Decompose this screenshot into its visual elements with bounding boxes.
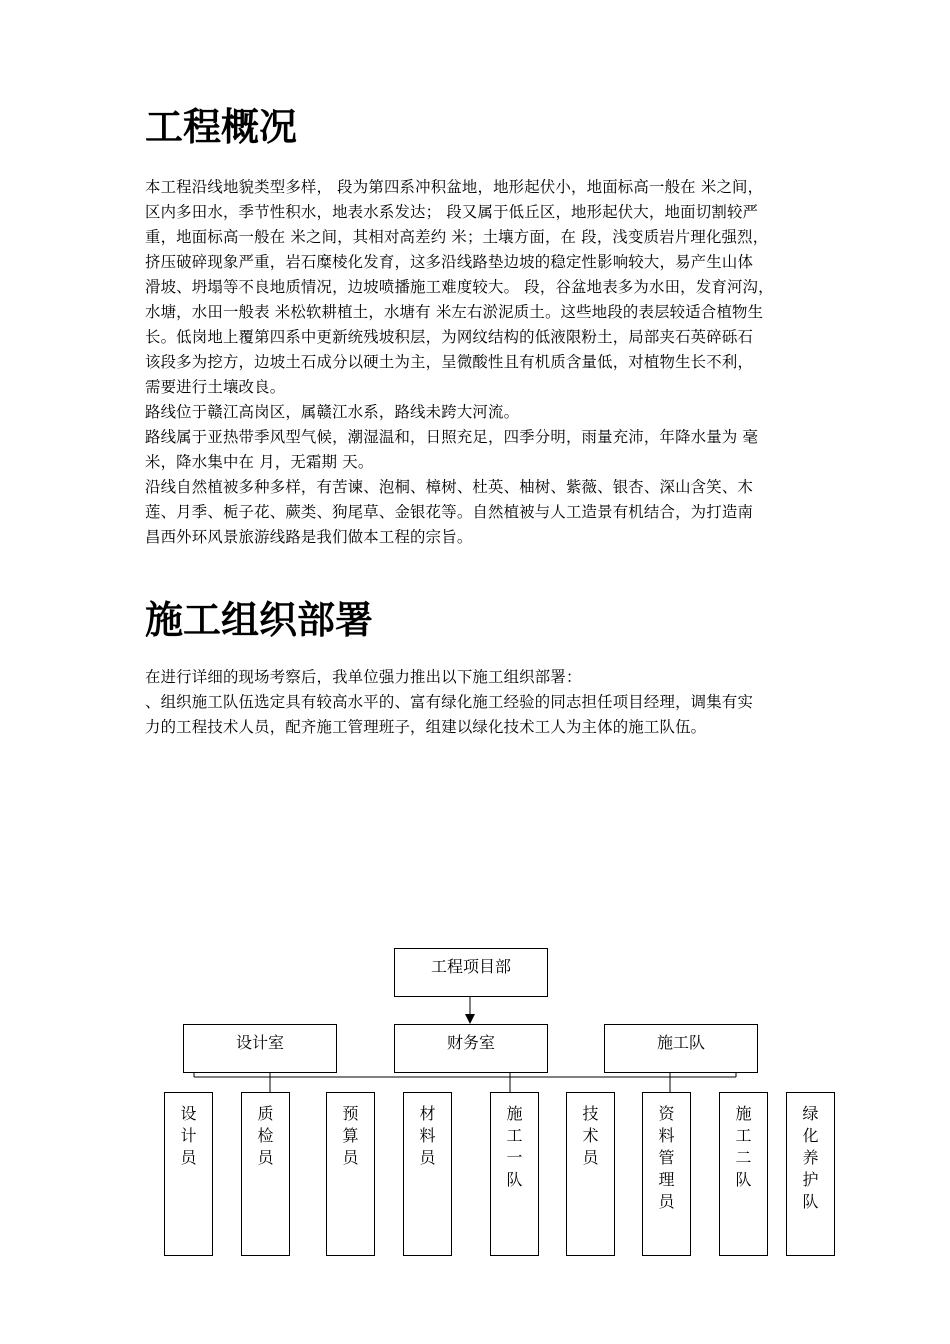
org-bottom-box <box>642 1092 691 1256</box>
org-bottom-label: 材料员 <box>419 1104 436 1167</box>
text-line: 在进行详细的现场考察后，我单位强力推出以下施工组织部署： <box>145 668 582 686</box>
org-middle-box: 施工队 <box>604 1024 758 1073</box>
org-bottom-box <box>490 1092 539 1256</box>
org-bottom-label: 预算员 <box>342 1104 359 1167</box>
org-top-box: 工程项目部 <box>394 948 548 997</box>
org-middle-box: 财务室 <box>394 1024 548 1073</box>
org-bottom-label: 质检员 <box>257 1104 274 1167</box>
text-line: 路线位于赣江高岗区，属赣江水系，路线未跨大河流。 <box>145 403 520 421</box>
text-line: 路线属于亚热带季风型气候，潮湿温和，日照充足，四季分明，雨量充沛，年降水量为 毫 <box>145 428 759 446</box>
text-line: 该段多为挖方，边坡土石成分以硬土为主，呈微酸性且有机质含量低，对植物生长不利， <box>145 353 754 371</box>
text-line: 长。低岗地上覆第四系中更新统残坡积层，为网纹结构的低液限粉土，局部夹石英碎砾石 <box>145 328 754 346</box>
arrow-head <box>465 1014 475 1024</box>
construction-organization-text <box>145 665 817 740</box>
org-bottom-box <box>403 1092 452 1256</box>
text-line: 重，地面标高一般在 米之间，其相对高差约 米；土壤方面，在 段，浅变质岩片理化强烈， <box>145 228 769 246</box>
org-bottom-label: 设计员 <box>180 1104 197 1167</box>
text-line: 需要进行土壤改良。 <box>145 378 286 396</box>
org-bottom-box <box>566 1092 615 1256</box>
org-bottom-box <box>719 1092 768 1256</box>
org-bottom-label: 绿化养护队 <box>802 1104 819 1211</box>
section-title-project-overview: 工程概况 <box>145 105 298 149</box>
org-bottom-box <box>786 1092 835 1256</box>
text-line: 本工程沿线地貌类型多样， 段为第四系冲积盆地，地形起伏小，地面标高一般在 米之间， <box>145 178 764 196</box>
text-line: 沿线自然植被多种多样，有苦谏、泡桐、樟树、杜英、柚树、紫薇、银杏、深山含笑、木 <box>145 478 754 496</box>
org-bottom-label: 施工二队 <box>735 1104 752 1189</box>
org-bottom-label: 技术员 <box>582 1104 599 1167</box>
text-line: 挤压破碎现象严重，岩石糜棱化发育，这多沿线路垫边坡的稳定性影响较大，易产生山体 <box>145 253 754 271</box>
org-bottom-box <box>326 1092 375 1256</box>
org-middle-box: 设计室 <box>183 1024 337 1073</box>
org-bottom-label: 施工一队 <box>506 1104 523 1189</box>
text-line: 水塘，水田一般表 米松软耕植土，水塘有 米左右淤泥质土。这些地段的表层较适合植物生 <box>145 303 764 321</box>
text-line: 莲、月季、栀子花、蕨类、狗尾草、金银花等。自然植被与人工造景有机结合，为打造南 <box>145 503 754 521</box>
text-line: 滑坡、坍塌等不良地质情况，边坡喷播施工难度较大。 段，谷盆地表多为水田，发育河沟， <box>145 278 774 296</box>
text-line: 昌西外环风景旅游线路是我们做本工程的宗旨。 <box>145 528 473 546</box>
text-line: 、组织施工队伍选定具有较高水平的、富有绿化施工经验的同志担任项目经理，调集有实 <box>145 693 754 711</box>
org-bottom-box <box>164 1092 213 1256</box>
section-title-construction-organization: 施工组织部署 <box>145 598 374 642</box>
text-line: 米，降水集中在 月，无霜期 天。 <box>145 453 374 471</box>
text-line: 区内多田水，季节性积水，地表水系发达； 段又属于低丘区，地形起伏大，地面切割较严 <box>145 203 759 221</box>
project-overview-text <box>145 175 817 550</box>
org-bottom-box <box>241 1092 290 1256</box>
text-line: 力的工程技术人员，配齐施工管理班子，组建以绿化技术工人为主体的施工队伍。 <box>145 718 707 736</box>
org-bottom-label: 资料管理员 <box>658 1104 675 1211</box>
